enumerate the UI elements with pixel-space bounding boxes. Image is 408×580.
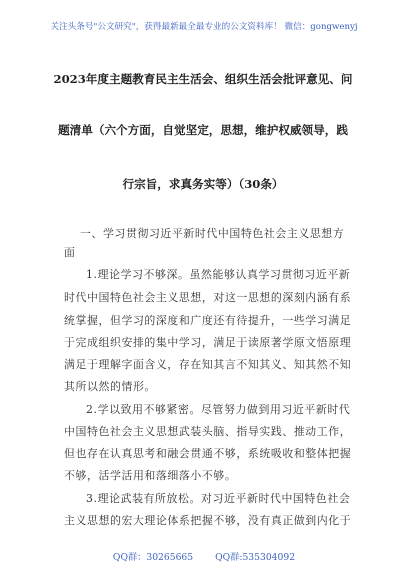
footer-contacts <box>0 549 408 563</box>
body-line: 主义思想的宏大理论体系把握不够，没有真正做到内化于 <box>64 514 352 527</box>
body-line: 1.理论学习不够深。虽然能够认真学习贯彻习近平新 <box>86 268 351 281</box>
header-note: 关注头条号"公文研究"，获得最新最全最专业的公文资料库！ 微信：gongwenyj <box>50 22 358 32</box>
qq-group-1: QQ群：30265665 <box>112 552 194 563</box>
qq-group-2: QQ群:535304092 <box>215 552 296 563</box>
section-heading: 一、学习贯彻习近平新时代中国特色社会主义思想方 <box>80 227 345 240</box>
body-line: 其所以然的情形。 <box>64 380 156 393</box>
title-line-1: 2023年度主题教育民主生活会、组织生活会批评意见、问 <box>53 72 353 86</box>
body-line: 统掌握，但学习的深度和广度还有待提升，一些学习满足 <box>64 314 352 327</box>
body-line: 中国特色社会主义思想武装头脑、指导实践、推动工作， <box>64 425 352 438</box>
body-line: 3.理论武装有所放松。对习近平新时代中国特色社会 <box>86 492 351 505</box>
body-line: 于完成组织安排的集中学习，满足于读原著学原文悟原理 <box>64 336 352 349</box>
title-line-2: 题清单（六个方面，自觉坚定，思想，维护权威领导，践 <box>58 123 348 137</box>
body-line: 但也存在认真思考和融会贯通不够，系统吸收和整体把握 <box>64 447 352 460</box>
body-line: 时代中国特色社会主义思想，对这一思想的深刻内涵有系 <box>64 291 352 304</box>
body-line: 不够，活学活用和落细落小不够。 <box>64 469 237 482</box>
body-line: 面 <box>64 246 76 259</box>
body-line: 满足于理解字面含义，存在知其言不知其义、知其然不知 <box>64 358 352 371</box>
body-line: 2.学以致用不够紧密。尽管努力做到用习近平新时代 <box>86 403 351 416</box>
title-line-3: 行宗旨，求真务实等）（30条） <box>122 177 284 191</box>
